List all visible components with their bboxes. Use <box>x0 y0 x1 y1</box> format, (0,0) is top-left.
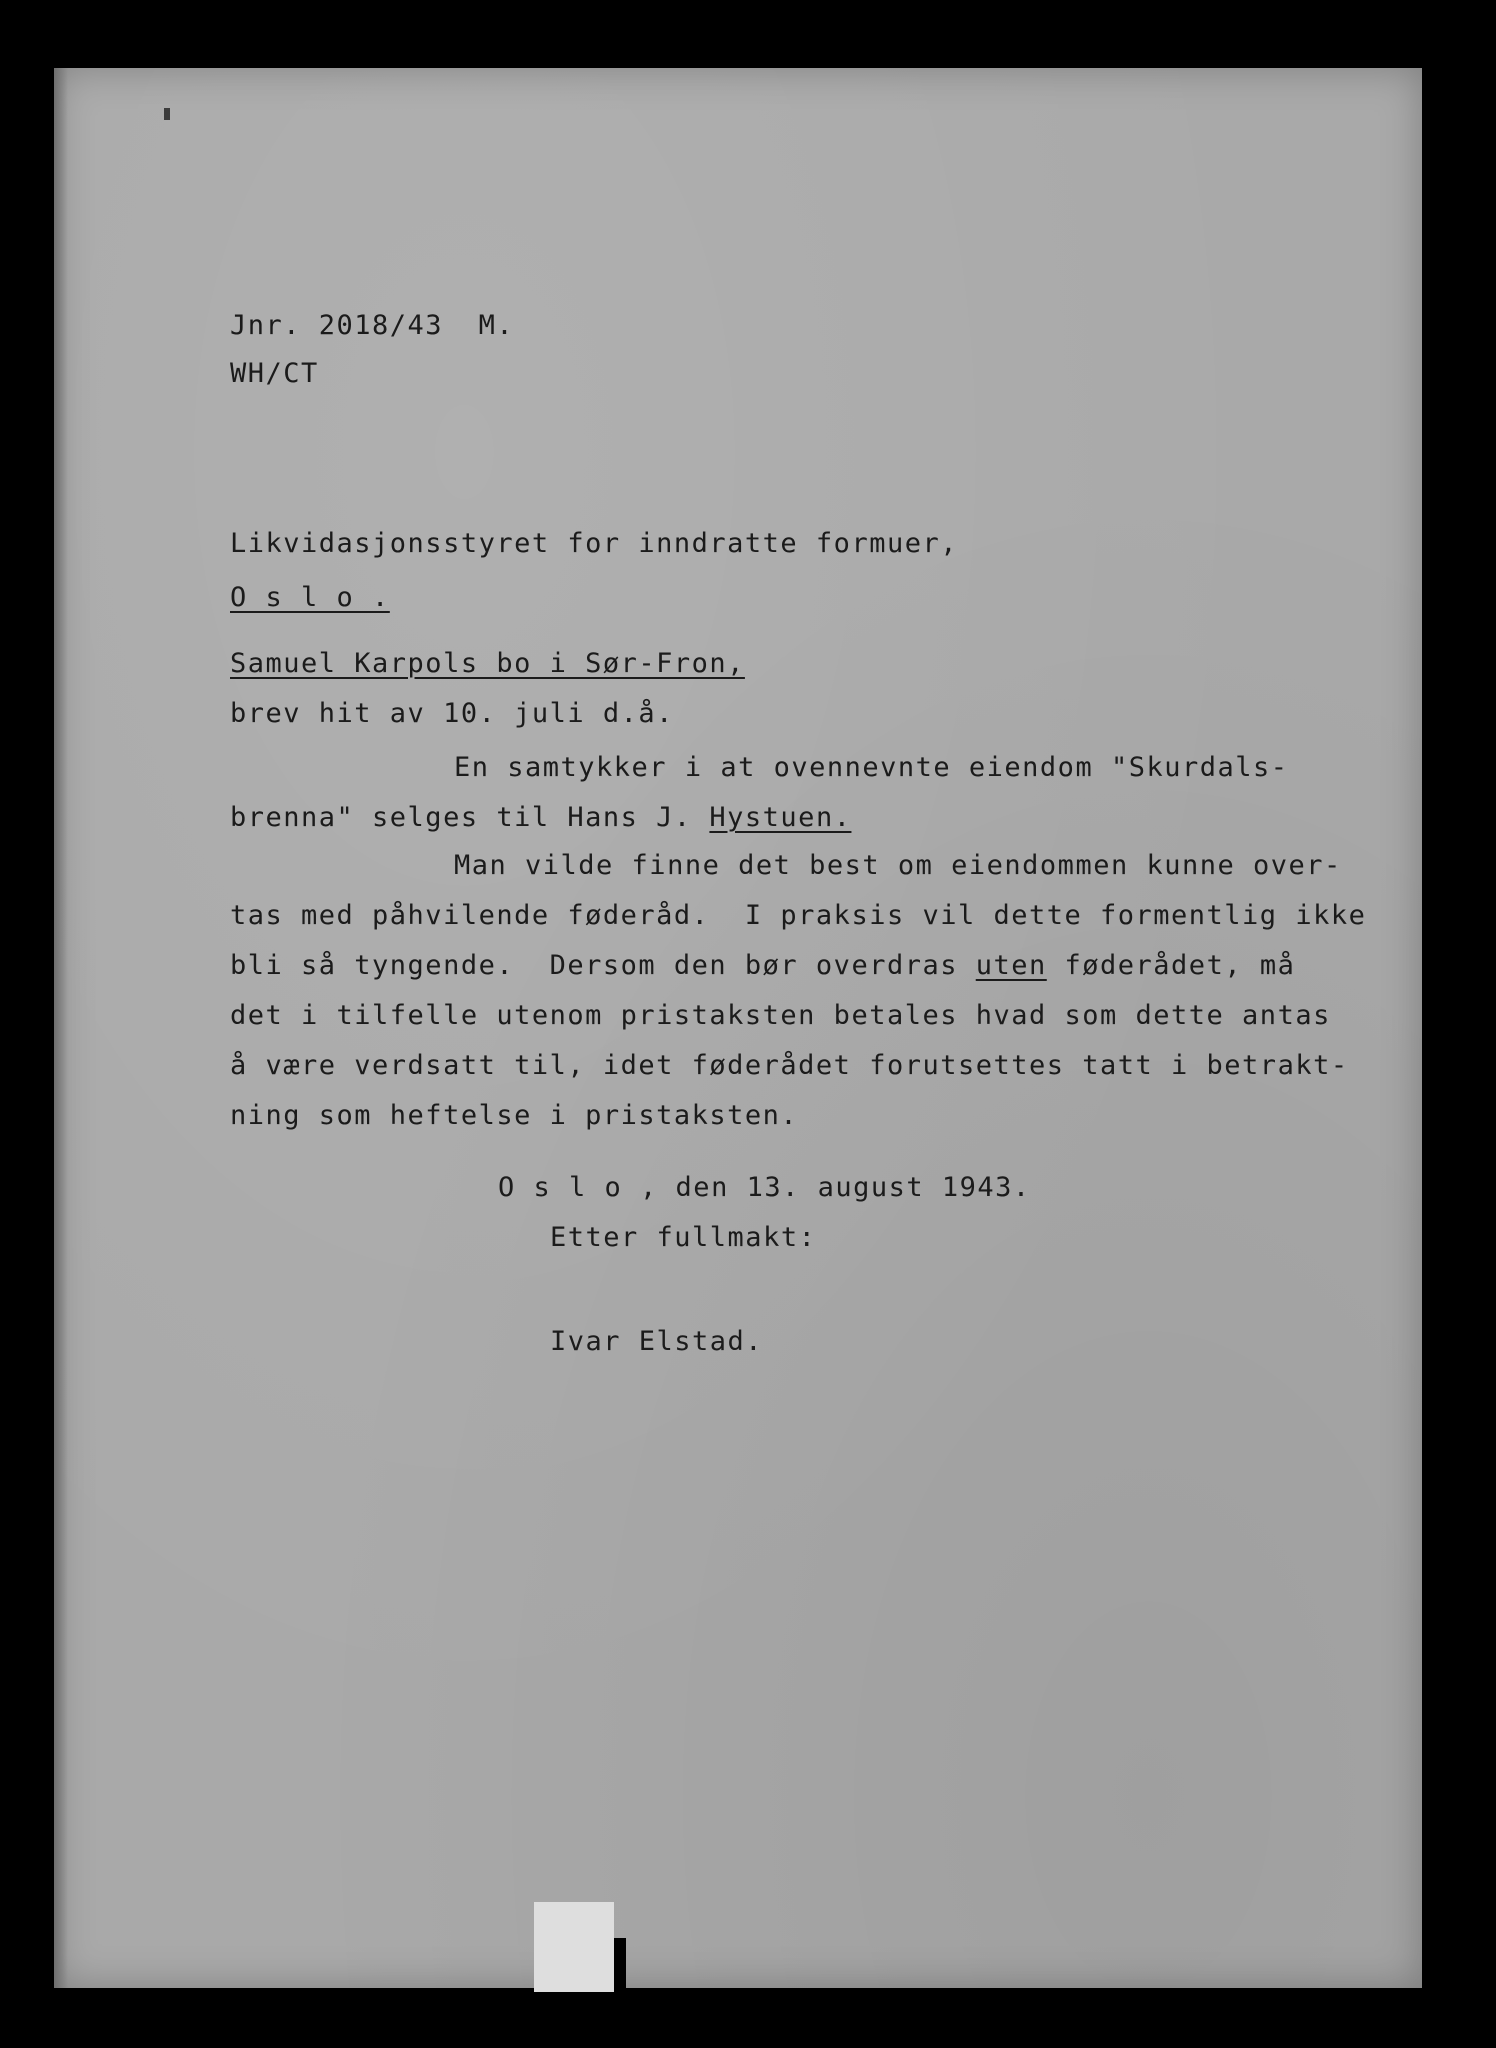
subject-line: Samuel Karpols bo i Sør-Fron, <box>230 648 745 679</box>
paragraph-2-line-5: å være verdsatt til, idet føderådet forutsettes tatt i betrakt- <box>230 1050 1349 1081</box>
paragraph-2-line-1: Man vilde finne det best om eiendommen kunne over- <box>454 850 1342 881</box>
paragraph-2-line-3-suffix: føderådet, må <box>1046 950 1296 981</box>
recipient-city: O s l o . <box>230 582 390 613</box>
paper-notch-shadow <box>614 1938 626 1992</box>
journal-number: Jnr. 2018/43 M. <box>230 310 515 341</box>
margin-mark <box>164 108 170 120</box>
signature-name: Ivar Elstad. <box>550 1326 764 1357</box>
paper-edge-shadow <box>54 68 68 1988</box>
paragraph-2-line-6: ning som heftelse i pristaksten. <box>230 1100 799 1131</box>
reference-line: brev hit av 10. juli d.å. <box>230 698 674 729</box>
buyer-name: Hystuen. <box>709 802 852 833</box>
paragraph-2-line-2: tas med påhvilende føderåd. I praksis vil dette formentlig ikke <box>230 900 1367 931</box>
paragraph-2-line-3-prefix: bli så tyngende. Dersom den bør overdras <box>230 950 976 981</box>
paragraph-2-line-3 <box>230 950 1295 982</box>
paragraph-1-line-2-text: brenna" selges til Hans J. <box>230 802 710 833</box>
authority-line: Etter fullmakt: <box>550 1222 817 1253</box>
paper-torn-patch <box>534 1902 614 1992</box>
paragraph-1-line-1: En samtykker i at ovennevnte eiendom "Skurdals- <box>454 752 1289 783</box>
emphasized-word: uten <box>975 950 1047 981</box>
date-line: O s l o , den 13. august 1943. <box>498 1172 1031 1203</box>
paragraph-1-line-2 <box>230 802 851 834</box>
initials: WH/CT <box>230 358 319 389</box>
paragraph-2-line-4: det i tilfelle utenom pristaksten betales hvad som dette antas <box>230 1000 1331 1031</box>
recipient-name: Likvidasjonsstyret for inndratte formuer, <box>230 528 958 559</box>
document-page <box>54 68 1422 1988</box>
